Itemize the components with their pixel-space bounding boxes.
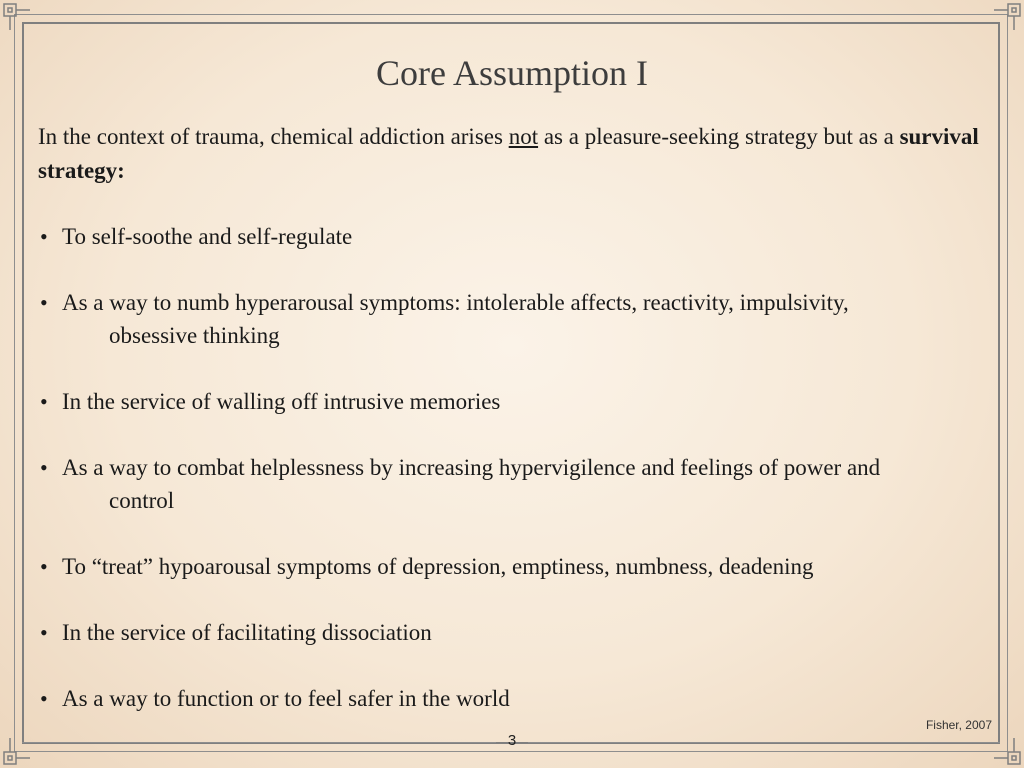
list-item [40,550,960,583]
list-item-text: As a way to numb hyperarousal symptoms: intolerable affects, reactivity, impulsivity, [62,290,849,315]
list-item-continuation: obsessive thinking [109,323,280,348]
bullet-icon: • [40,224,48,249]
list-item [40,385,960,418]
list-item-continuation: control [109,488,175,513]
list-item [40,682,960,715]
bullet-icon: • [40,686,48,711]
list-item [40,220,960,253]
intro-bold-phrase: survival strategy: [38,124,979,183]
intro-paragraph [38,120,988,188]
slide-title: Core Assumption I [375,53,648,93]
bullet-icon: • [40,389,48,414]
bullet-icon: • [40,290,48,315]
list-item-text: In the service of facilitating dissociation [62,620,432,645]
list-item-text: To “treat” hypoarousal symptoms of depression, emptiness, numbness, deadening [62,554,814,579]
list-item [40,451,960,517]
corner-ornament-icon [992,2,1022,32]
corner-ornament-icon [2,2,32,32]
intro-text: as a pleasure-seeking strategy but as a [538,124,900,149]
bullet-icon: • [40,620,48,645]
page-number: 3 [507,732,517,749]
bullet-icon: • [40,554,48,579]
list-item [40,616,960,649]
bullet-icon: • [40,455,48,480]
list-item-text: As a way to combat helplessness by increasing hypervigilence and feelings of power and [62,455,881,480]
citation: Fisher, 2007 [925,718,992,732]
intro-underlined-word: not [508,124,539,149]
list-item-text: As a way to function or to feel safer in the world [62,686,510,711]
list-item-text: In the service of walling off intrusive memories [62,389,501,414]
list-item [40,286,960,352]
intro-text: In the context of trauma, chemical addiction arises [38,124,509,149]
list-item-text: To self-soothe and self-regulate [62,224,353,249]
